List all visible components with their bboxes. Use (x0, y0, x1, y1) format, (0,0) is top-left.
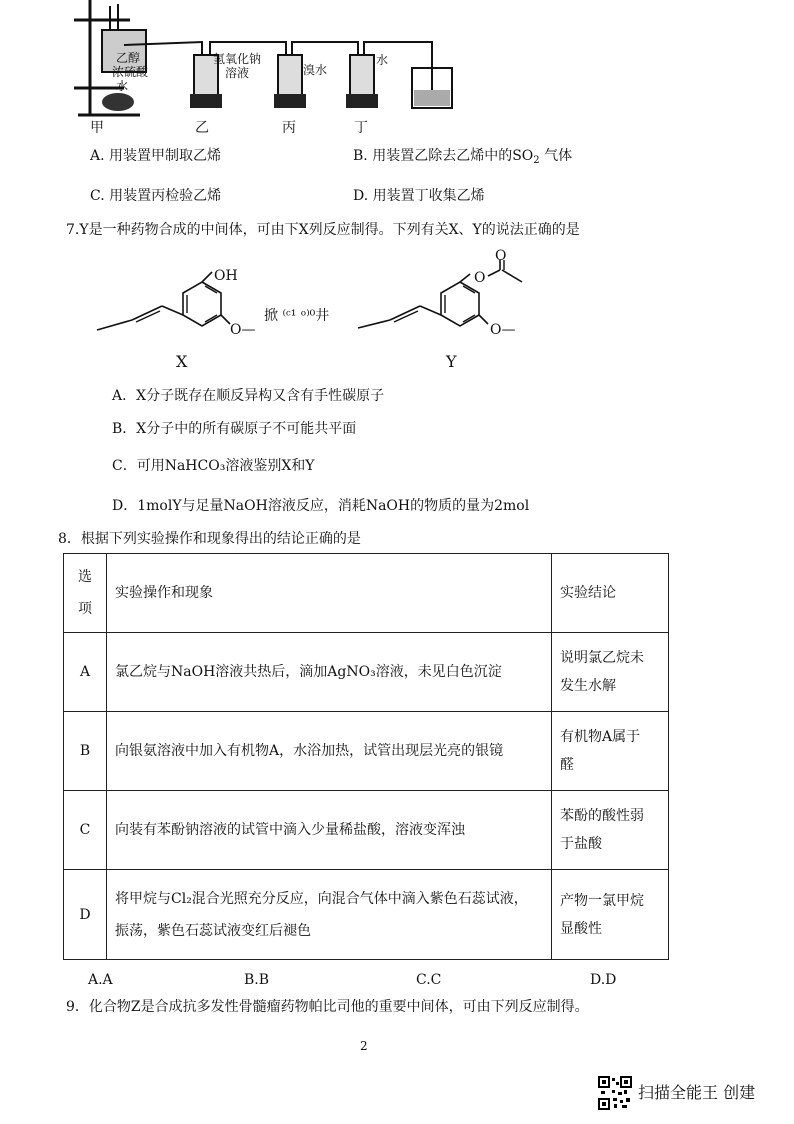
molecule-y (350, 248, 560, 358)
q6-b-sub: 2 (533, 155, 540, 166)
q6-b-text: 用装置乙除去乙烯中的 (372, 148, 513, 164)
q6-option-b (353, 146, 572, 171)
molecule-x-label: X (176, 352, 188, 371)
q6-d-key: D. (353, 188, 369, 204)
apparatus-name-ding: 丁 (354, 120, 368, 136)
table-row (64, 870, 669, 960)
q6-option-c (90, 186, 221, 206)
table-row (64, 633, 669, 712)
label-water-ding: 水 (376, 53, 389, 67)
q6-option-d (353, 186, 485, 206)
row-a-concl-1: 说明氯乙烷未 (560, 650, 644, 666)
q8-answer-c: C.C (416, 972, 442, 988)
q6-c-key: C. (90, 188, 105, 204)
row-a-operation: 氯乙烷与NaOH溶液共热后，滴加AgNO₃溶液，未见白色沉淀 (107, 633, 552, 712)
apparatus-name-jia: 甲 (90, 120, 104, 136)
q9-stem: 9．化合物Z是合成抗多发性骨髓瘤药物帕比司他的重要中间体，可由下列反应制得。 (66, 999, 589, 1015)
row-b-key: B (64, 712, 107, 791)
row-d-concl-2: 显酸性 (560, 920, 602, 937)
q8-answer-d: D.D (590, 972, 617, 988)
q6-d-text: 用装置丁收集乙烯 (372, 188, 485, 204)
y-carbonyl-o-label: O (495, 248, 507, 264)
row-c-operation: 向装有苯酚钠溶液的试管中滴入少量稀盐酸，溶液变浑浊 (107, 791, 552, 870)
q6-b-key: B. (353, 148, 368, 164)
q7-option-c: C．可用NaHCO₃溶液鉴别X和Y (112, 458, 315, 474)
row-c-conclusion (552, 791, 669, 870)
watermark-text: 扫描全能王 创建 (638, 1083, 756, 1102)
row-a-concl-2: 发生水解 (560, 678, 616, 694)
q8-stem: 8．根据下列实验操作和现象得出的结论正确的是 (58, 531, 361, 547)
x-ome-label: O— (230, 322, 256, 338)
q7-option-b: B．X分子中的所有碳原子不可能共平面 (112, 421, 357, 437)
row-a-key: A (64, 633, 107, 712)
q6-a-text: 用装置甲制取乙烯 (109, 148, 222, 164)
apparatus-name-yi: 乙 (195, 120, 209, 136)
label-ethanol: 乙醇 (116, 51, 141, 65)
header-option (64, 554, 107, 633)
label-naoh-line1: 氢氧化钠 (213, 52, 262, 66)
x-oh-label: OH (214, 268, 238, 284)
table-header-row (64, 554, 669, 633)
q6-a-key: A. (90, 148, 105, 164)
page-number: 2 (360, 1039, 368, 1053)
label-water-flask: 水 (116, 79, 129, 93)
header-option-line2: 项 (78, 601, 92, 617)
label-sulfuric-acid: 浓硫酸 (112, 65, 149, 79)
q7-option-d: D．1molY与足量NaOH溶液反应，消耗NaOH的物质的量为2mol (112, 498, 530, 514)
q6-c-text: 用装置丙检验乙烯 (109, 188, 222, 204)
qr-code-icon (598, 1076, 632, 1110)
label-naoh-line2: 溶液 (225, 66, 250, 80)
header-option-line1: 选 (78, 569, 92, 585)
table-row (64, 791, 669, 870)
row-a-conclusion (552, 633, 669, 712)
row-d-conclusion (552, 870, 669, 960)
label-bromine-water: 溴水 (303, 63, 328, 77)
label-naoh-solution (213, 52, 261, 80)
row-c-concl-1: 苯酚的酸性弱 (560, 808, 644, 824)
q6-b-tail: 气体 (544, 148, 573, 164)
row-b-concl-2: 醛 (560, 757, 574, 773)
row-c-concl-2: 于盐酸 (560, 836, 602, 852)
y-ome-label: O— (490, 322, 516, 338)
experiment-table (63, 553, 669, 960)
q6-b-formula: SO (512, 148, 534, 164)
y-ester-o-label: O (474, 270, 486, 286)
row-d-concl-1: 产物一氯甲烷 (560, 892, 644, 909)
row-d-op-1: 将甲烷与Cl₂混合光照充分反应，向混合气体中滴入紫色石蕊试液， (115, 890, 528, 907)
q8-answer-b: B.B (244, 972, 270, 988)
table-row (64, 712, 669, 791)
header-conclusion: 实验结论 (552, 554, 669, 633)
header-operation: 实验操作和现象 (107, 554, 552, 633)
q7-option-a: A．X分子既存在顺反异构又含有手性碳原子 (112, 388, 385, 404)
apparatus-name-bing: 丙 (282, 120, 296, 136)
row-b-concl-1: 有机物A属于 (560, 729, 641, 745)
row-c-key: C (64, 791, 107, 870)
row-b-operation: 向银氨溶液中加入有机物A，水浴加热，试管出现层光亮的银镜 (107, 712, 552, 791)
row-d-operation (107, 870, 552, 960)
reaction-arrow-text: 掀 ⁽ᶜ¹ ᵒ⁾⁰井 (264, 308, 330, 324)
row-d-key: D (64, 870, 107, 960)
q6-option-a (90, 146, 221, 166)
q8-answer-a: A.A (88, 972, 113, 988)
row-d-op-2: 振荡，紫色石蕊试液变红后褪色 (115, 922, 311, 939)
q7-stem: 7.Y是一种药物合成的中间体，可由下X列反应制得。下列有关X、Y的说法正确的是 (66, 222, 580, 238)
molecule-y-label: Y (446, 352, 457, 371)
row-b-conclusion (552, 712, 669, 791)
